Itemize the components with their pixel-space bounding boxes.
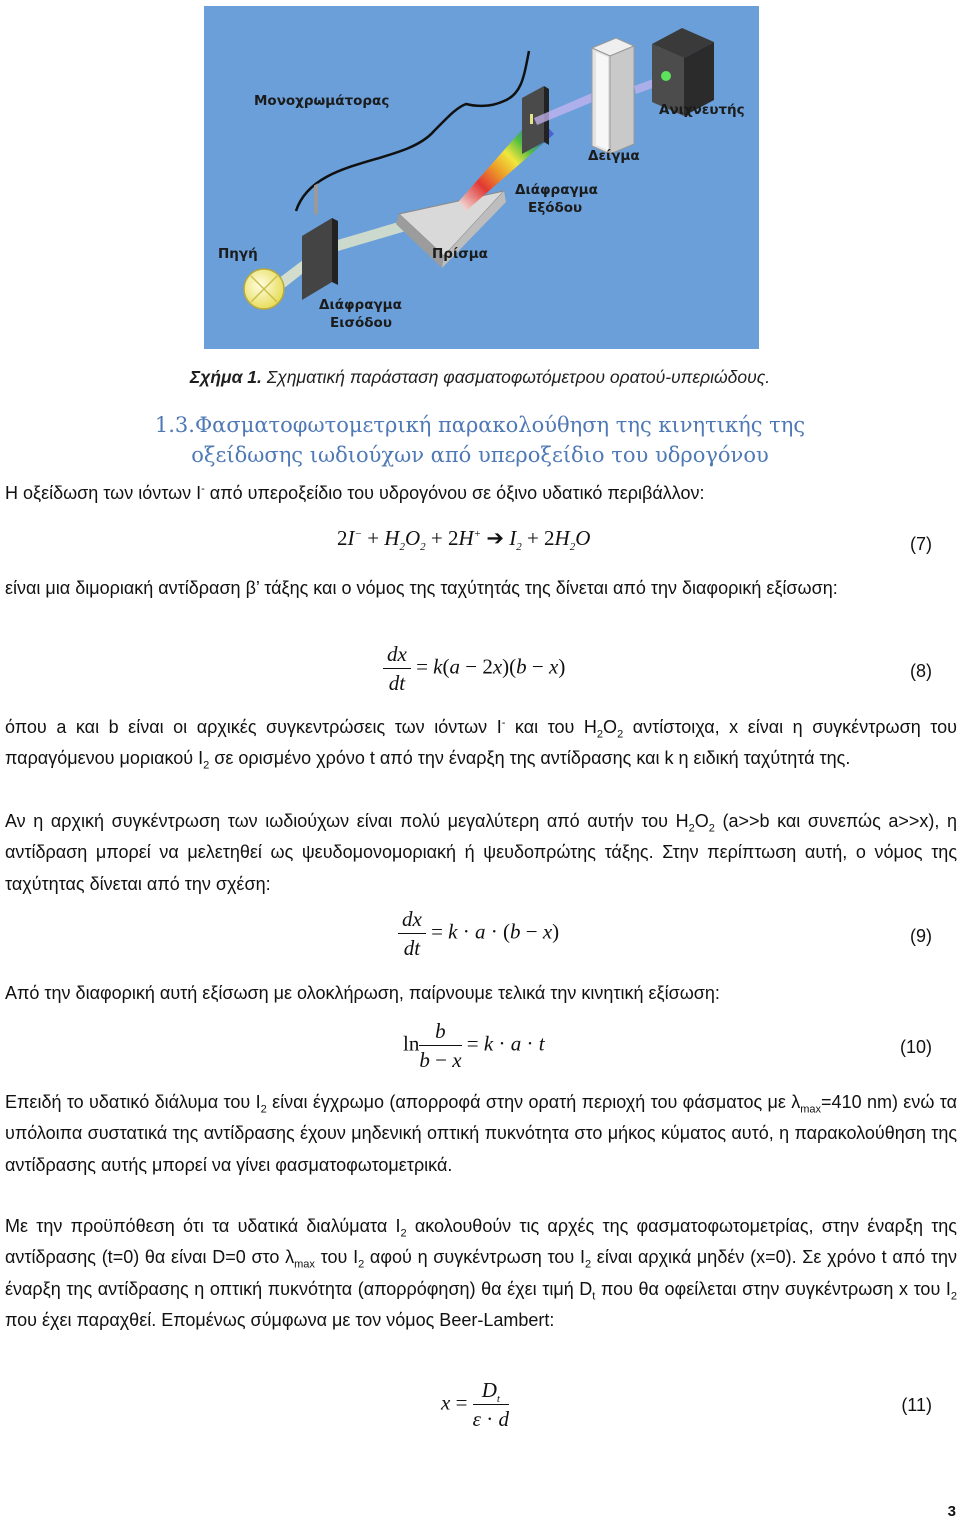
intro-paragraph — [5, 478, 957, 509]
para2-e: σε ορισμένο χρόνο t από την έναρξη της αντίδρασης και k η ειδική ταχύτητά της. — [209, 748, 851, 769]
para2-d: αντίστοιχα, x είναι η συγκέντρωση του παραγόμενου μοριακού I — [5, 717, 957, 769]
label-exit-slit-line2: Εξόδου — [528, 200, 583, 216]
monochromator-brace — [296, 51, 529, 211]
para2-sub2: 2 — [617, 728, 624, 741]
para6-sub6: 2 — [950, 1290, 957, 1303]
para5-sub1: 2 — [260, 1103, 267, 1116]
spectrophotometer-diagram — [204, 6, 759, 349]
paragraph-6 — [5, 1211, 957, 1336]
spectrophotometer-illustration — [204, 6, 759, 349]
para6-sub2: max — [294, 1258, 315, 1271]
paragraph-1: είναι μια διμοριακή αντίδραση β’ τάξης και ο νόμος της ταχύτητάς της δίνεται από την διαφορική εξίσωση: — [5, 578, 838, 598]
entrance-slit-plate — [302, 218, 332, 300]
equation-11: x = $\frac{D_t}{\varepsilon \cdot d}$ — [441, 1378, 509, 1431]
para5-b: είναι έγχρωμο (απορροφά στην ορατή περιοχή του φάσματος με λ — [266, 1092, 801, 1112]
para6-g: που έχει παραχθεί. Επομένως σύμφωνα με τον νόμος Beer-Lambert: — [5, 1309, 555, 1330]
equation-9: $\frac{dx}{dt}$ = k · a · (b − x) — [398, 905, 559, 962]
equation-7-number: (7) — [910, 534, 932, 554]
label-monochromator: Μονοχρωμάτορας — [254, 93, 390, 109]
equation-10-number: (10) — [899, 1037, 932, 1057]
para6-f: που θα οφείλεται στην συγκέντρωση x του I — [595, 1278, 951, 1299]
paragraph-4: Από την διαφορική αυτή εξίσωση με ολοκλήρωση, παίρνουμε τελικά την κινητική εξίσωση: — [5, 983, 720, 1003]
para2-sub1: 2 — [596, 728, 604, 741]
para6-a: Με την προϋπόθεση ότι τα υδατικά διαλύματα I — [5, 1216, 401, 1236]
label-entrance-slit-line2: Εισόδου — [330, 315, 392, 331]
para6-b: ακολουθούν τις αρχές της φασματοφωτομετρίας, στην έναρξη της αντίδρασης (t=0) θα είναι D=0 στο λ — [5, 1216, 957, 1268]
para3-c: (a>>b και συνεπώς a>>x), η αντίδραση μπορεί να μελετηθεί ως ψευδομονομοριακή ή ψευδοπρώτης τάξης. Στην περίπτωση αυτή, ο νόμος της ταχύτητας δίνεται από την σχέση: — [5, 811, 957, 894]
label-entrance-slit-line1: Διάφραγμα — [319, 297, 402, 313]
para2-a: όπου a και b είναι οι αρχικές συγκεντρώσεις των ιόντων I — [5, 717, 502, 737]
paragraph-2 — [5, 712, 957, 775]
equation-7: $2I^- + H_2O_2 + 2H^+$ ➔ $I_2 + 2H_2O$ — [337, 526, 591, 554]
figure-caption — [0, 367, 960, 388]
para5-a: Επειδή το υδατικό διάλυμα του I — [5, 1092, 261, 1112]
page-number: 3 — [947, 1503, 956, 1520]
section-heading-line1: 1.3.Φασματοφωτομετρική παρακολούθηση της κινητικής της — [154, 413, 806, 437]
para3-sub1: 2 — [688, 822, 695, 835]
equation-9-number: (9) — [910, 926, 932, 946]
label-source: Πηγή — [218, 246, 258, 262]
para5-sub2: max — [800, 1103, 822, 1116]
para3-sub2: 2 — [708, 822, 715, 835]
para3-b: O — [694, 811, 709, 831]
label-prism: Πρίσμα — [432, 246, 488, 262]
para6-c: του I — [314, 1247, 359, 1268]
section-heading-line2: οξείδωσης ιωδιούχων από υπεροξείδιο του υδρογόνου — [191, 443, 769, 467]
paragraph-3 — [5, 806, 957, 900]
para6-sub4: 2 — [584, 1258, 592, 1271]
equation-8-number: (8) — [910, 661, 932, 681]
para6-e: είναι αρχικά μηδέν (x=0). Σε χρόνο t από την έναρξη της αντίδρασης η οπτική πυκνότητα (απορρόφηση) θα έχει τιμή D — [5, 1247, 957, 1299]
para5-c: =410 nm) ενώ τα υπόλοιπα συστατικά της αντίδρασης έχουν μηδενική οπτική πυκνότητα στο μήκος κύματος αυτό, η παρακολούθηση της αντίδρασης αυτής μπορεί να γίνει φασματοφωτομετρικά. — [5, 1092, 957, 1175]
para3-a: Αν η αρχική συγκέντρωση των ιωδιούχων είναι πολύ μεγαλύτερη από αυτήν του H — [5, 811, 689, 831]
para6-d: αφού η συγκέντρωση του I — [364, 1247, 585, 1268]
para6-sub3: 2 — [358, 1258, 365, 1271]
intro-text-b: από υπεροξείδιο του υδρογόνου σε όξινο υδατικό περιβάλλον: — [204, 483, 705, 503]
para2-c: O — [603, 717, 618, 737]
equation-11-number: (11) — [901, 1395, 932, 1415]
intro-sup: - — [201, 483, 205, 495]
equation-8: $\frac{dx}{dt}$ = k(a − 2x)(b − x) — [383, 640, 565, 697]
para2-sup: - — [501, 717, 506, 729]
label-sample: Δείγμα — [588, 148, 640, 164]
caption-label: Σχήμα 1. — [189, 367, 262, 387]
para6-sub5: t — [592, 1290, 596, 1303]
label-detector: Ανιχνευτής — [659, 102, 745, 118]
paragraph-5 — [5, 1087, 957, 1181]
label-exit-slit-line1: Διάφραγμα — [515, 182, 598, 198]
para2-sub3: 2 — [203, 759, 210, 772]
para6-sub1: 2 — [400, 1227, 407, 1240]
para2-b: και του H — [505, 717, 597, 737]
sample-cuvette — [592, 38, 634, 154]
caption-text: Σχηματική παράσταση φασματοφωτόμετρου ορατού-υπεριώδους. — [261, 367, 771, 387]
equation-10: ln $\frac{b}{b - x}$ = k · a · t — [403, 1019, 545, 1072]
intro-text-a: Η οξείδωση των ιόντων I — [5, 483, 202, 503]
